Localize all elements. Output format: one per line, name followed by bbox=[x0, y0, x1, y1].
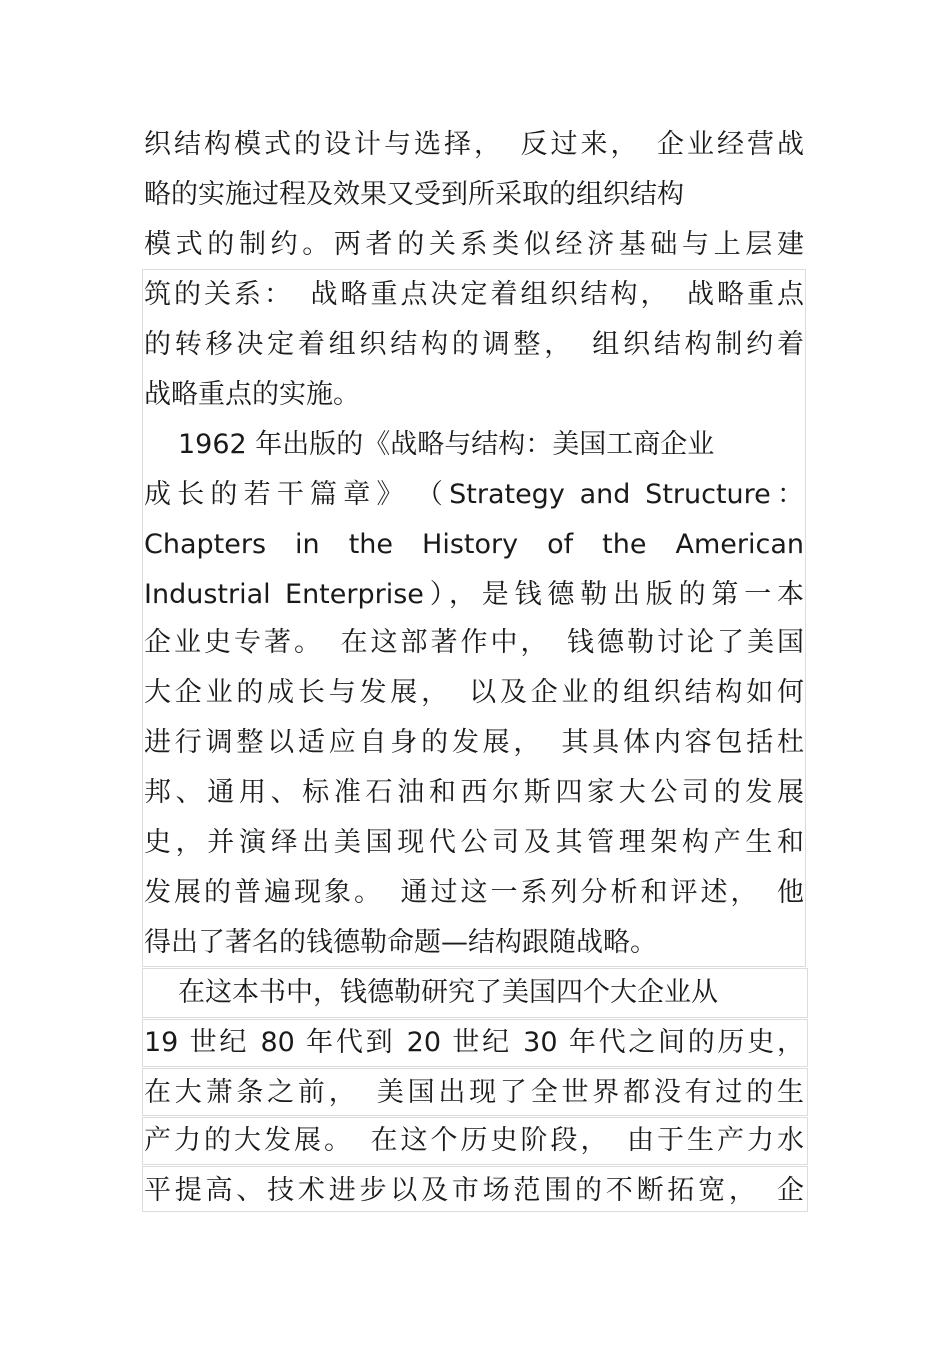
text-line: 大企业的成长与发展， 以及企业的组织结构如何 bbox=[144, 677, 804, 708]
text-line: 成长的若干篇章》 （Strategy and Structure： bbox=[144, 479, 804, 510]
text-line: 企业史专著。 在这部著作中， 钱德勒讨论了美国 bbox=[144, 627, 804, 658]
text-line: 略的实施过程及效果又受到所采取的组织结构 bbox=[144, 179, 684, 210]
text-line: 战略重点的实施。 bbox=[144, 379, 360, 410]
text-line: 平提高、技术进步以及市场范围的不断拓宽， 企 bbox=[144, 1175, 804, 1206]
text-line: 筑的关系： 战略重点决定着组织结构， 战略重点 bbox=[144, 279, 804, 310]
text-line: 1962 年出版的《战略与结构：美国工商企业 bbox=[178, 429, 715, 460]
text-line: Industrial Enterprise），是钱德勒出版的第一本 bbox=[144, 579, 804, 610]
text-line: 产力的大发展。 在这个历史阶段， 由于生产力水 bbox=[144, 1125, 804, 1156]
text-line: 在这本书中，钱德勒研究了美国四个大企业从 bbox=[178, 977, 718, 1008]
text-line: 史，并演绎出美国现代公司及其管理架构产生和 bbox=[144, 827, 804, 858]
text-line: 得出了著名的钱德勒命题—结构跟随战略。 bbox=[144, 927, 657, 958]
text-line: 19 世纪 80 年代到 20 世纪 30 年代之间的历史， bbox=[144, 1027, 804, 1058]
text-line: 邦、通用、标准石油和西尔斯四家大公司的发展 bbox=[144, 777, 804, 808]
text-line: 发展的普遍现象。 通过这一系列分析和评述， 他 bbox=[144, 877, 804, 908]
text-line: 进行调整以适应自身的发展， 其具体内容包括杜 bbox=[144, 727, 804, 758]
text-line: 的转移决定着组织结构的调整， 组织结构制约着 bbox=[144, 329, 804, 360]
text-line: 织结构模式的设计与选择， 反过来， 企业经营战 bbox=[144, 129, 804, 160]
text-line: 在大萧条之前， 美国出现了全世界都没有过的生 bbox=[144, 1077, 804, 1108]
text-line: Chapters in the History of the American bbox=[144, 529, 804, 560]
text-line: 模式的制约。两者的关系类似经济基础与上层建 bbox=[144, 229, 804, 260]
